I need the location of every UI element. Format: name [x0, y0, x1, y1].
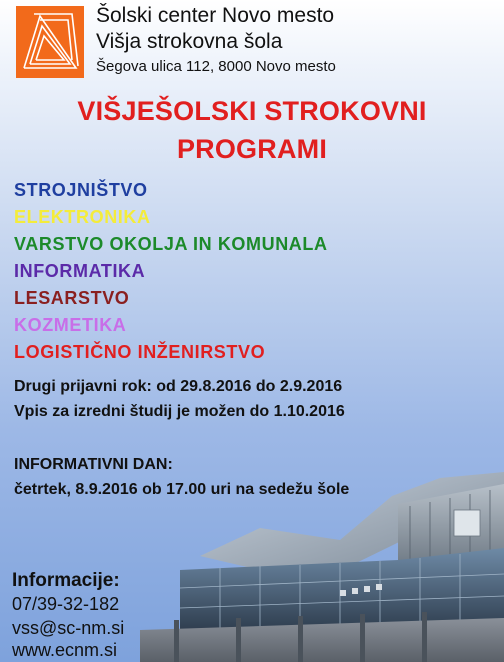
program-lesarstvo: LESARSTVO [14, 288, 130, 308]
program-varstvo-okolja: VARSTVO OKOLJA IN KOMUNALA [14, 234, 328, 254]
school-address: Šegova ulica 112, 8000 Novo mesto [96, 58, 336, 75]
college-name: Višja strokovna šola [96, 30, 283, 53]
program-elektronika: ELEKTRONIKA [14, 207, 151, 227]
program-logisticno-inzenirstvo: LOGISTIČNO INŽENIRSTVO [14, 342, 266, 362]
contact-email[interactable]: vss@sc-nm.si [12, 618, 125, 638]
application-deadline: Drugi prijavni rok: od 29.8.2016 do 2.9.2016 [14, 378, 343, 395]
contact-heading: Informacije: [12, 570, 120, 591]
contact-phone: 07/39-32-182 [12, 594, 120, 614]
part-time-enrollment: Vpis za izredni študij je možen do 1.10.2016 [14, 403, 345, 420]
info-day-details: četrtek, 8.9.2016 ob 17.00 uri na sedežu šole [14, 481, 350, 498]
school-building-image [140, 470, 504, 662]
school-name: Šolski center Novo mesto [96, 4, 335, 27]
program-informatika: INFORMATIKA [14, 261, 146, 281]
title-line-1: VIŠJEŠOLSKI STROKOVNI [77, 96, 427, 126]
contact-website[interactable]: www.ecnm.si [12, 640, 118, 660]
program-strojnistvo: STROJNIŠTVO [14, 180, 148, 200]
program-kozmetika: KOZMETIKA [14, 315, 127, 335]
school-logo-icon [16, 6, 84, 78]
info-day-heading: INFORMATIVNI DAN: [14, 456, 173, 473]
title-line-2: PROGRAMI [176, 134, 328, 164]
